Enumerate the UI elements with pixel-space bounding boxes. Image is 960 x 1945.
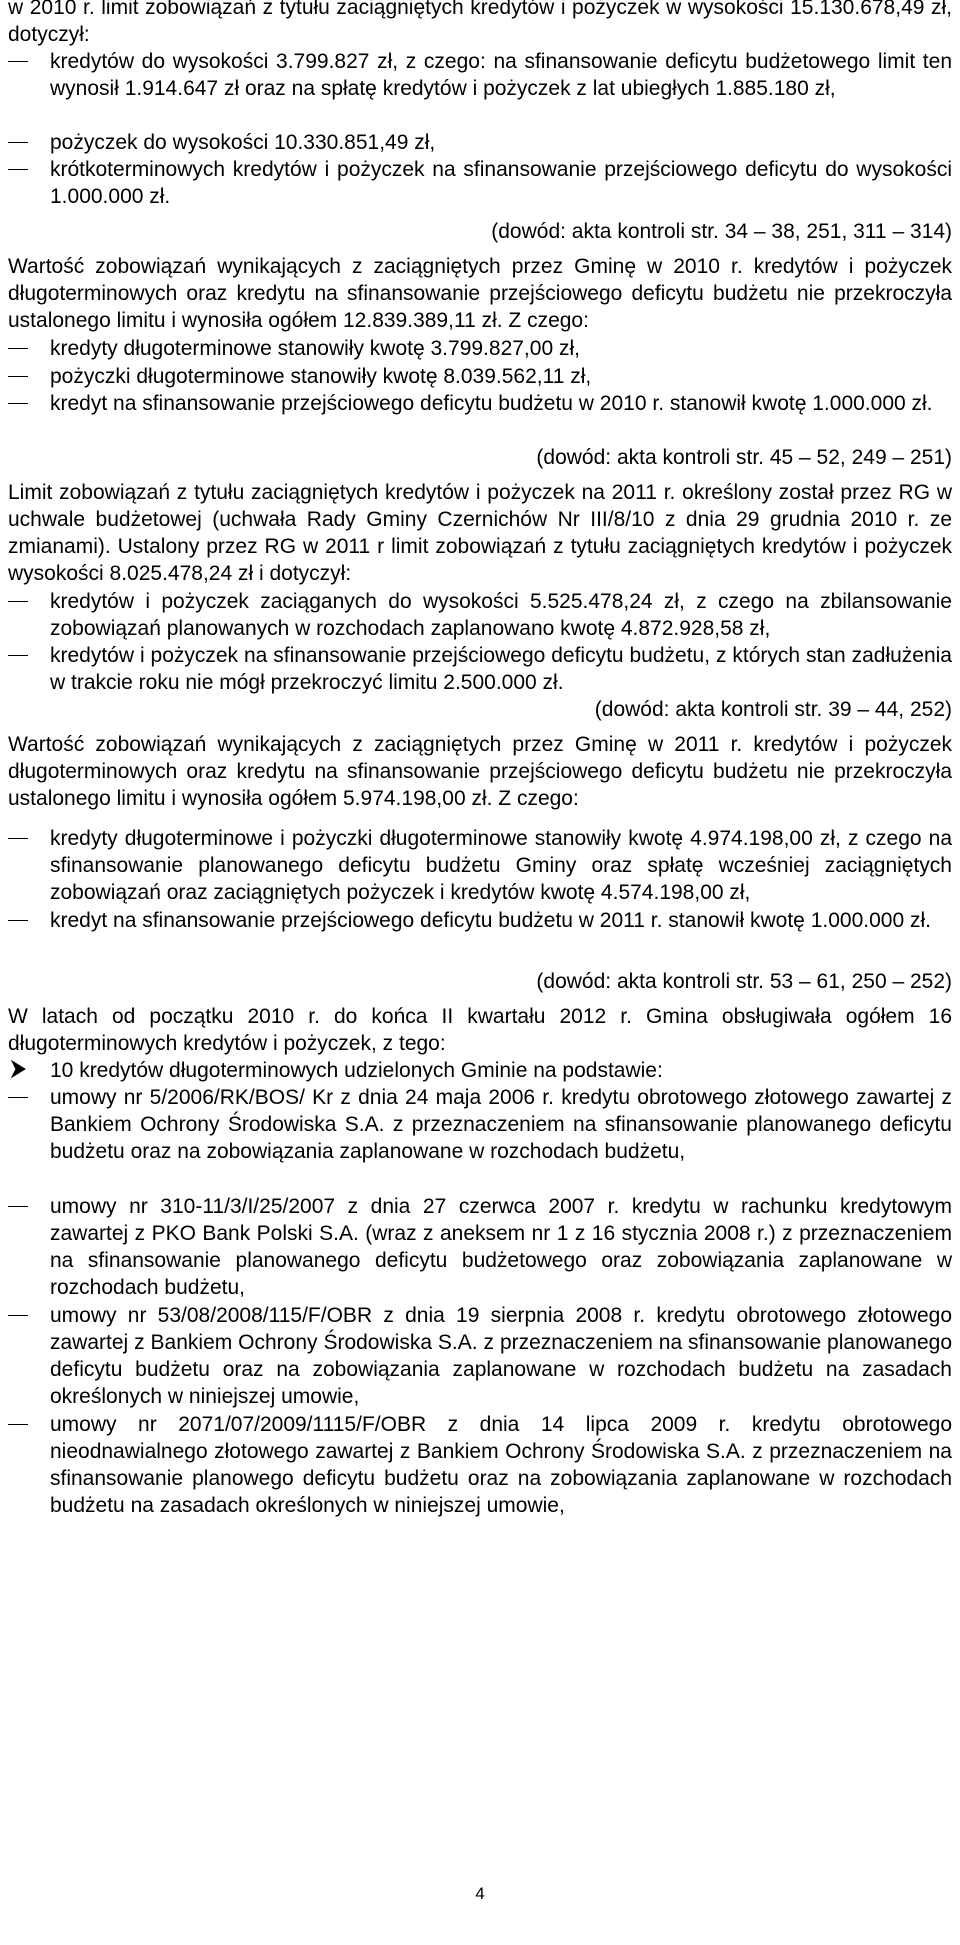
dash-bullet [8, 61, 28, 62]
dash-bullet [8, 403, 28, 404]
dash-bullet [8, 838, 28, 839]
obligations-2010-paragraph: Wartość zobowiązań wynikających z zaciągniętych przez Gminę w 2010 r. kredytów i pożyczek długoterminowych oraz kredytu na sfinansowanie przejściowego deficytu budżetu nie przekroczyła ustalonego limitu i wynosiła ogółem 12.839.389,11 zł. Z czego: [8, 255, 952, 332]
dash-bullet [8, 376, 28, 377]
list-item: kredyty długoterminowe i pożyczki długoterminowe stanowiły kwotę 4.974.198,00 zł, z czego na sfinansowanie planowanego deficytu budżetu Gminy oraz spłatę wcześniej zaciągniętych zobowiązań oraz zaciągniętych pożyczek i kredytów kwotę 4.574.198,00 zł, [8, 825, 952, 906]
list-item: umowy nr 2071/07/2009/1115/F/OBR z dnia 14 lipca 2009 r. kredytu obrotowego nieodnawialnego złotowego zawartej z Bankiem Ochrony Środowiska S.A. z przeznaczeniem na sfinansowanie planowego deficytu budżetu oraz na zobowiązania zaplanowane w rozchodach budżetu na zasadach określonych w niniejszej umowie, [8, 1411, 952, 1519]
dash-bullet [8, 348, 28, 349]
dash-bullet [8, 142, 28, 143]
list-item: umowy nr 5/2006/RK/BOS/ Kr z dnia 24 maja 2006 r. kredytu obrotowego złotowego zawartej z Bankiem Ochrony Środowiska S.A. z przeznaczeniem na sfinansowanie planowanego deficytu budżetu oraz na zobowiązania zaplanowane w rozchodach budżetu, [8, 1084, 952, 1165]
list-item: kredyty długoterminowe stanowiły kwotę 3.799.827,00 zł, [8, 335, 952, 362]
page-number: 4 [475, 1884, 485, 1903]
list-item: kredytów do wysokości 3.799.827 zł, z czego: na sfinansowanie deficytu budżetowego limit ten wynosił 1.914.647 zł oraz na spłatę kredytów i pożyczek z lat ubiegłych 1.885.180 zł, [8, 48, 952, 102]
evidence-reference: (dowód: akta kontroli str. 34 – 38, 251, 311 – 314) [491, 220, 952, 243]
arrow-bullet-icon [10, 1058, 28, 1087]
list-item: 10 kredytów długoterminowych udzielonych Gminie na podstawie: [8, 1057, 952, 1084]
limit-2010-intro: w 2010 r. limit zobowiązań z tytułu zaciągniętych kredytów i pożyczek w wysokości 15.130.678,49 zł, dotyczył: [8, 0, 952, 46]
list-item: umowy nr 53/08/2008/115/F/OBR z dnia 19 sierpnia 2008 r. kredytu obrotowego złotowego zawartej z Bankiem Ochrony Środowiska S.A. z przeznaczeniem na sfinansowanie planowanego deficytu budżetu oraz na zobowiązania zaplanowane w rozchodach budżetu na zasadach określonych w niniejszej umowie, [8, 1302, 952, 1410]
dash-bullet [8, 1206, 28, 1207]
dash-bullet [8, 169, 28, 170]
evidence-reference: (dowód: akta kontroli str. 53 – 61, 250 – 252) [536, 970, 952, 993]
list-item: kredytów i pożyczek na sfinansowanie przejściowego deficytu budżetu, z których stan zadłużenia w trakcie roku nie mógł przekroczyć limitu 2.500.000 zł. [8, 642, 952, 696]
limit-2011-paragraph: Limit zobowiązań z tytułu zaciągniętych kredytów i pożyczek na 2011 r. określony został przez RG w uchwale budżetowej (uchwała Rady Gminy Czernichów Nr III/8/10 z dnia 29 grudnia 2010 r. ze zmianami). Ustalony przez RG w 2011 r limit zobowiązań z tytułu zaciągniętych kredytów i pożyczek wysokości 8.025.478,24 zł i dotyczył: [8, 481, 952, 585]
dash-bullet [8, 1424, 28, 1425]
list-item: pożyczki długoterminowe stanowiły kwotę 8.039.562,11 zł, [8, 363, 952, 390]
obligations-2011-paragraph: Wartość zobowiązań wynikających z zaciągniętych przez Gminę w 2011 r. kredytów i pożyczek długoterminowych oraz kredytu na sfinansowanie przejściowego deficytu budżetu nie przekroczyła ustalonego limitu i wynosiła ogółem 5.974.198,00 zł. Z czego: [8, 733, 952, 810]
list-item: kredyt na sfinansowanie przejściowego deficytu budżetu w 2010 r. stanowił kwotę 1.000.000 zł. [8, 390, 952, 417]
dash-bullet [8, 920, 28, 921]
evidence-reference: (dowód: akta kontroli str. 39 – 44, 252) [594, 698, 952, 721]
list-item: kredyt na sfinansowanie przejściowego deficytu budżetu w 2011 r. stanowił kwotę 1.000.000 zł. [8, 907, 952, 934]
list-item: krótkoterminowych kredytów i pożyczek na sfinansowanie przejściowego deficytu do wysokości 1.000.000 zł. [8, 156, 952, 210]
dash-bullet [8, 1097, 28, 1098]
list-item: kredytów i pożyczek zaciąganych do wysokości 5.525.478,24 zł, z czego na zbilansowanie zobowiązań planowanych w rozchodach zaplanowano kwotę 4.872.928,58 zł, [8, 588, 952, 642]
list-item: pożyczek do wysokości 10.330.851,49 zł, [8, 129, 952, 156]
dash-bullet [8, 601, 28, 602]
evidence-reference: (dowód: akta kontroli str. 45 – 52, 249 – 251) [536, 446, 952, 469]
dash-bullet [8, 655, 28, 656]
loans-summary-paragraph: W latach od początku 2010 r. do końca II kwartału 2012 r. Gmina obsługiwała ogółem 16 długoterminowych kredytów i pożyczek, z tego: [8, 1005, 952, 1055]
list-item: umowy nr 310-11/3/I/25/2007 z dnia 27 czerwca 2007 r. kredytu w rachunku kredytowym zawartej z PKO Bank Polski S.A. (wraz z aneksem nr 1 z 16 stycznia 2008 r.) z przeznaczeniem na sfinansowanie planowanego deficytu budżetowego oraz zobowiązania zaplanowane w rozchodach budżetu, [8, 1193, 952, 1301]
dash-bullet [8, 1315, 28, 1316]
